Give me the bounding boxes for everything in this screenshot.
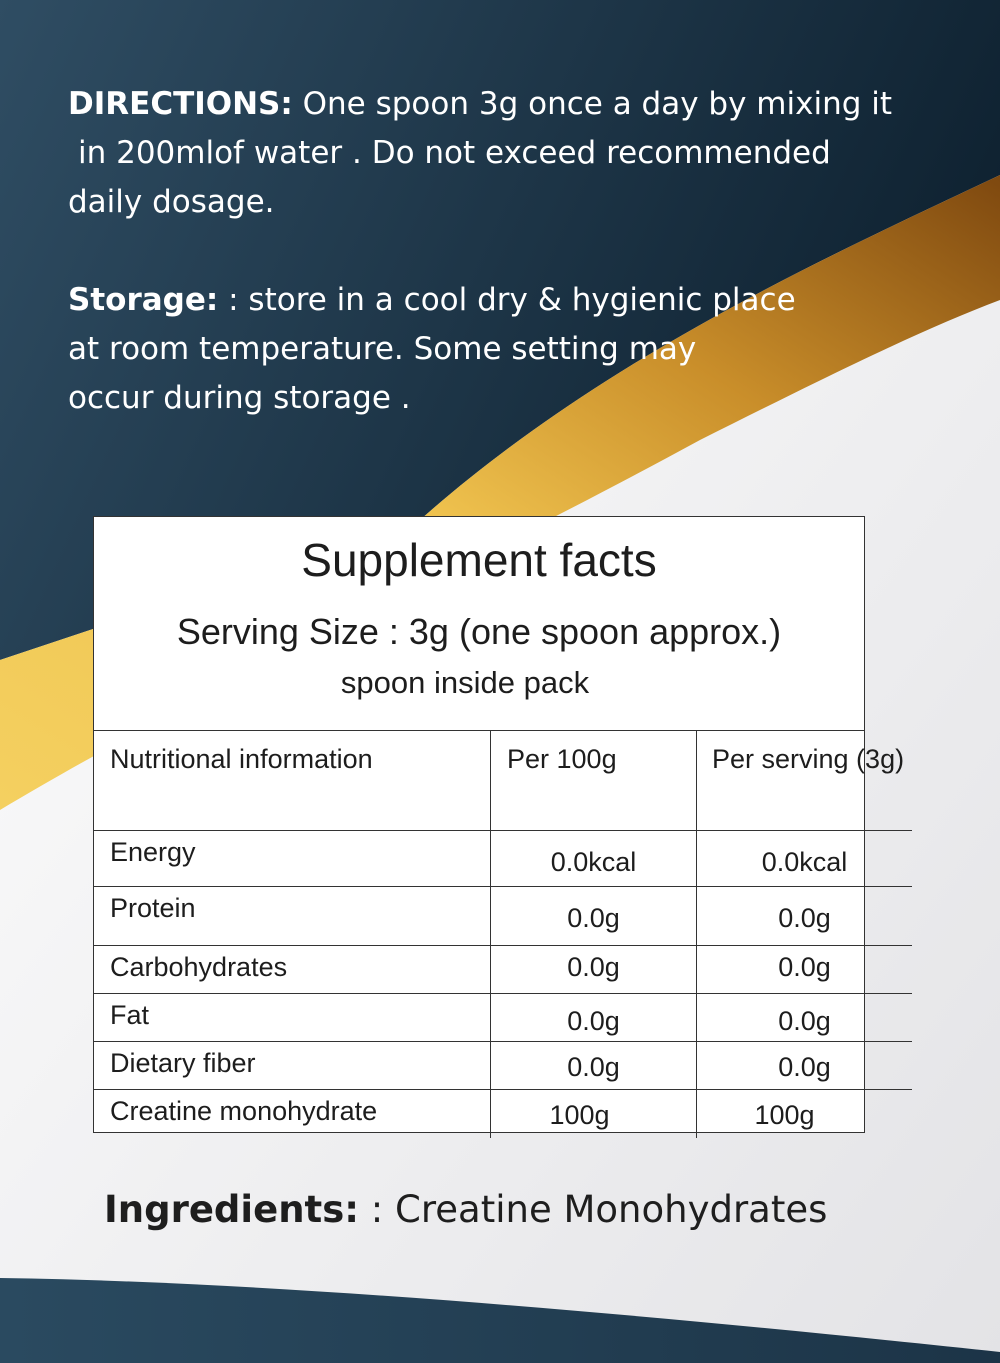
nutrient-name: Dietary fiber	[94, 1042, 491, 1090]
storage-line-2: at room temperature. Some setting may	[68, 331, 697, 367]
value-per-serving: 0.0g	[697, 1042, 913, 1090]
nutrient-name: Fat	[94, 994, 491, 1042]
value-per-serving: 0.0kcal	[697, 831, 913, 887]
column-header-nutrition: Nutritional information	[94, 731, 491, 831]
table-row	[94, 946, 912, 994]
nutrient-name: Creatine monohydrate	[94, 1090, 491, 1138]
supplement-facts-panel	[93, 516, 905, 1133]
ingredients-value: : Creatine Monohydrates	[359, 1188, 828, 1231]
value-per-serving: 0.0g	[697, 994, 913, 1042]
nutrient-name: Protein	[94, 887, 491, 946]
ingredients-text	[104, 1188, 827, 1231]
storage-text	[68, 276, 888, 423]
ingredients-label: Ingredients:	[104, 1188, 360, 1231]
value-per-serving: 0.0g	[697, 946, 913, 994]
column-header-per-serving: Per serving (3g)	[697, 731, 913, 831]
nutrition-table	[94, 731, 912, 1138]
directions-label: DIRECTIONS:	[68, 86, 293, 122]
value-per-100g: 0.0g	[491, 1042, 697, 1090]
value-per-100g: 0.0g	[491, 887, 697, 946]
value-per-100g: 100g	[491, 1090, 697, 1138]
serving-note: spoon inside pack	[340, 665, 590, 700]
table-row	[94, 1042, 912, 1090]
table-row	[94, 994, 912, 1042]
value-per-100g: 0.0g	[491, 946, 697, 994]
column-header-per-100g: Per 100g	[491, 731, 697, 831]
table-row	[94, 1090, 912, 1138]
value-per-100g: 0.0g	[491, 994, 697, 1042]
storage-line-1: : store in a cool dry & hygienic place	[218, 282, 796, 318]
value-per-serving: 100g	[697, 1090, 913, 1138]
value-per-serving: 0.0g	[697, 887, 913, 946]
directions-text	[68, 80, 978, 227]
facts-header	[94, 517, 864, 731]
table-header-row	[94, 731, 912, 831]
serving-size: Serving Size : 3g (one spoon approx.)	[176, 611, 782, 652]
directions-line-1: One spoon 3g once a day by mixing it	[292, 86, 893, 122]
directions-line-3: daily dosage.	[68, 184, 275, 220]
table-row	[94, 887, 912, 946]
facts-title: Supplement facts	[301, 534, 657, 586]
nutrient-name: Energy	[94, 831, 491, 887]
directions-line-2: in 200mlof water . Do not exceed recommended	[78, 135, 831, 171]
value-per-100g: 0.0kcal	[491, 831, 697, 887]
table-row	[94, 831, 912, 887]
nutrient-name: Carbohydrates	[94, 946, 491, 994]
storage-label: Storage:	[68, 282, 219, 318]
storage-line-3: occur during storage .	[68, 380, 411, 416]
